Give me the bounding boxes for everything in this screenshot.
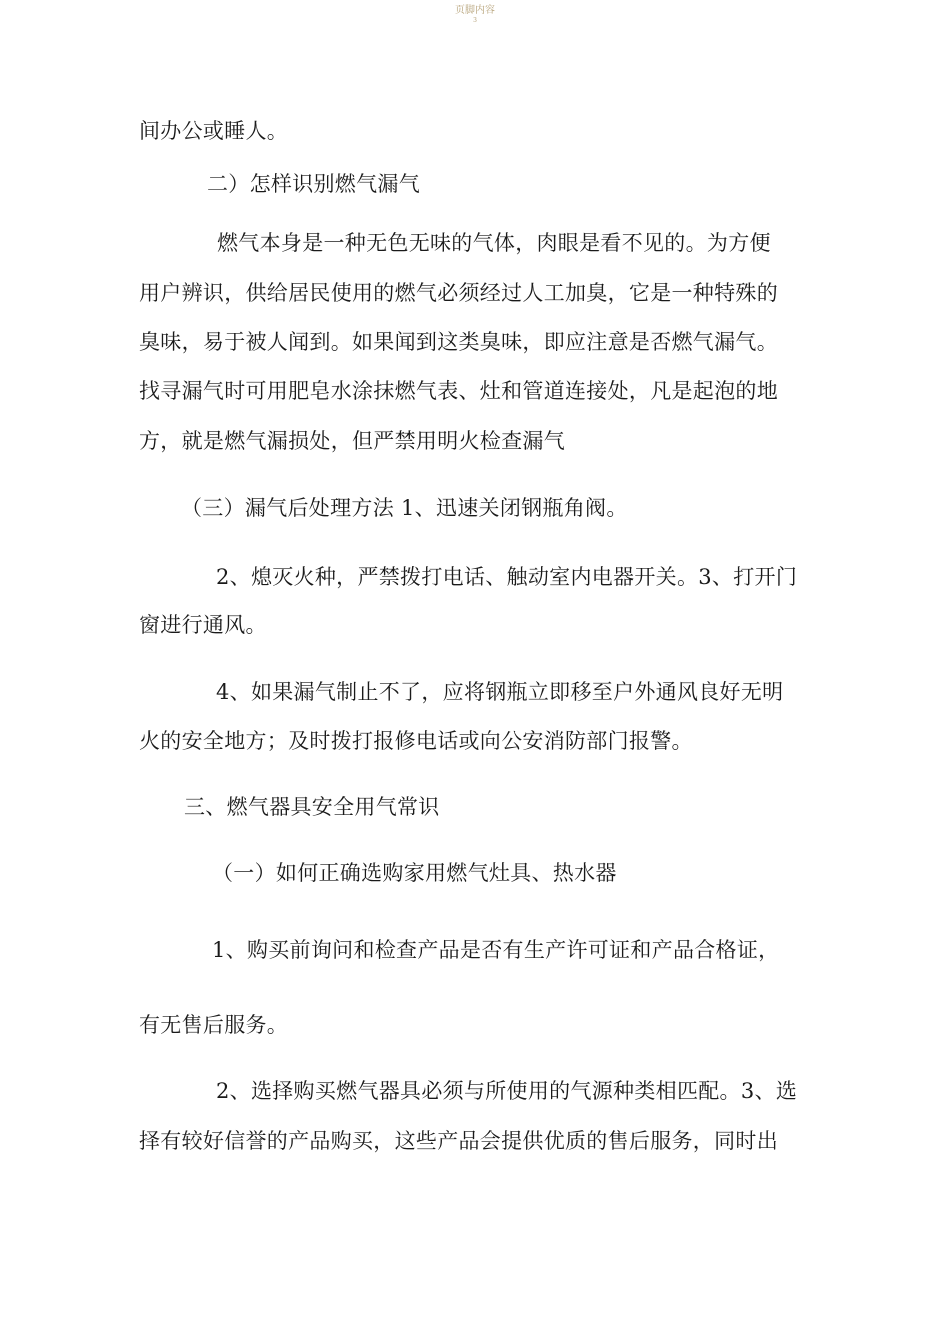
body-line: 找寻漏气时可用肥皂水涂抹燃气表、灶和管道连接处，凡是起泡的地	[139, 379, 778, 403]
body-line: 用户辨识，供给居民使用的燃气必须经过人工加臭，它是一种特殊的	[139, 281, 778, 305]
page-header-number: 3	[473, 17, 477, 24]
body-line: 方，就是燃气漏损处，但严禁用明火检查漏气	[139, 429, 565, 453]
body-line: 有无售后服务。	[139, 1013, 289, 1037]
body-line: 窗进行通风。	[139, 613, 267, 637]
body-line: 燃气本身是一种无色无味的气体，肉眼是看不见的。为方便	[217, 231, 771, 255]
body-line: 火的安全地方；及时拨打报修电话或向公安消防部门报警。	[139, 729, 693, 753]
body-line: 择有较好信誉的产品购买，这些产品会提供优质的售后服务，同时出	[139, 1129, 778, 1153]
body-line: 4、如果漏气制止不了，应将钢瓶立即移至户外通风良好无明	[216, 680, 784, 704]
body-line: 臭味，易于被人闻到。如果闻到这类臭味，即应注意是否燃气漏气。	[139, 330, 778, 354]
body-line: 2、选择购买燃气器具必须与所使用的气源种类相匹配。3、选	[216, 1079, 798, 1103]
section-heading: （一）如何正确选购家用燃气灶具、热水器	[212, 861, 617, 885]
page-header-title: 页脚内容	[455, 5, 495, 16]
section-heading: 三、燃气器具安全用气常识	[184, 795, 440, 819]
body-line: 间办公或睡人。	[139, 119, 289, 143]
section-heading: 二）怎样识别燃气漏气	[207, 172, 420, 196]
body-line: 2、熄灭火种，严禁拨打电话、触动室内电器开关。3、打开门	[216, 565, 798, 589]
section-heading: （三）漏气后处理方法 1、迅速关闭钢瓶角阀。	[181, 496, 628, 520]
body-line: 1、购买前询问和检查产品是否有生产许可证和产品合格证，	[212, 938, 780, 962]
